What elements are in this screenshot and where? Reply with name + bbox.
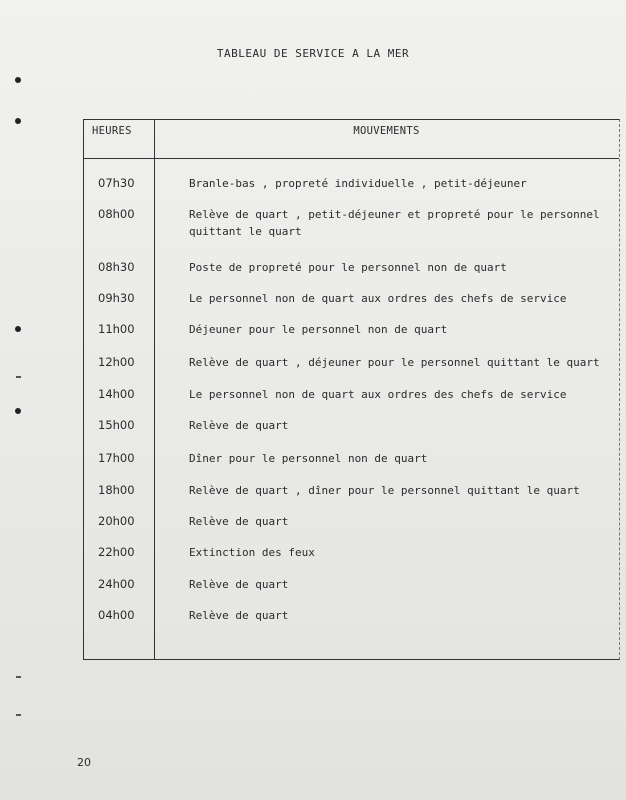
movement-line: Relève de quart , dîner pour le personnel quittant le quart xyxy=(189,484,580,497)
row-movement xyxy=(189,354,626,371)
row-time: 17h00 xyxy=(98,451,135,465)
row-time: 08h30 xyxy=(98,260,135,274)
margin-mark xyxy=(16,676,21,678)
row-movement xyxy=(189,513,626,530)
row-movement xyxy=(189,482,626,499)
row-movement xyxy=(189,450,626,467)
page-number: 20 xyxy=(77,756,91,769)
row-time: 08h00 xyxy=(98,207,135,221)
row-movement xyxy=(189,607,626,624)
row-time: 12h00 xyxy=(98,355,135,369)
row-time: 24h00 xyxy=(98,577,135,591)
punch-hole xyxy=(15,77,21,83)
row-time: 14h00 xyxy=(98,387,135,401)
movement-line: Relève de quart xyxy=(189,419,289,432)
punch-hole xyxy=(15,118,21,124)
row-time: 11h00 xyxy=(98,322,135,336)
row-movement xyxy=(189,576,626,593)
row-time: 22h00 xyxy=(98,545,135,559)
row-time: 18h00 xyxy=(98,483,135,497)
margin-mark xyxy=(16,376,21,378)
movement-line: Déjeuner pour le personnel non de quart xyxy=(189,323,448,336)
movement-line: Relève de quart , déjeuner pour le personnel quittant le quart xyxy=(189,356,600,369)
service-table xyxy=(83,119,620,660)
movement-line: Poste de propreté pour le personnel non de quart xyxy=(189,261,507,274)
movement-line: Extinction des feux xyxy=(189,546,315,559)
punch-hole xyxy=(15,408,21,414)
movement-line: Dîner pour le personnel non de quart xyxy=(189,452,428,465)
row-movement xyxy=(189,417,626,434)
movement-line: Le personnel non de quart aux ordres des chefs de service xyxy=(189,388,567,401)
movement-line: Relève de quart , petit-déjeuner et propreté pour le personnel xyxy=(189,208,600,221)
header-movements: MOUVEMENTS xyxy=(353,125,420,137)
movement-line: quittant le quart xyxy=(189,225,302,238)
movement-line: Relève de quart xyxy=(189,578,289,591)
header-hours: HEURES xyxy=(92,125,132,137)
movement-line: Relève de quart xyxy=(189,609,289,622)
row-movement xyxy=(189,544,626,561)
punch-hole xyxy=(15,326,21,332)
row-movement xyxy=(189,386,626,403)
row-time: 20h00 xyxy=(98,514,135,528)
movement-line: Relève de quart xyxy=(189,515,289,528)
margin-mark xyxy=(16,714,21,716)
row-movement xyxy=(189,259,626,276)
row-movement xyxy=(189,321,626,338)
row-time: 04h00 xyxy=(98,608,135,622)
row-time: 09h30 xyxy=(98,291,135,305)
page-title: TABLEAU DE SERVICE A LA MER xyxy=(216,47,410,60)
row-movement xyxy=(189,290,626,307)
row-time: 07h30 xyxy=(98,176,135,190)
column-divider xyxy=(154,120,155,659)
row-movement xyxy=(189,206,626,240)
row-time: 15h00 xyxy=(98,418,135,432)
row-movement xyxy=(189,175,626,192)
header-divider xyxy=(84,158,619,159)
movement-line: Branle-bas , propreté individuelle , petit-déjeuner xyxy=(189,177,527,190)
movement-line: Le personnel non de quart aux ordres des chefs de service xyxy=(189,292,567,305)
